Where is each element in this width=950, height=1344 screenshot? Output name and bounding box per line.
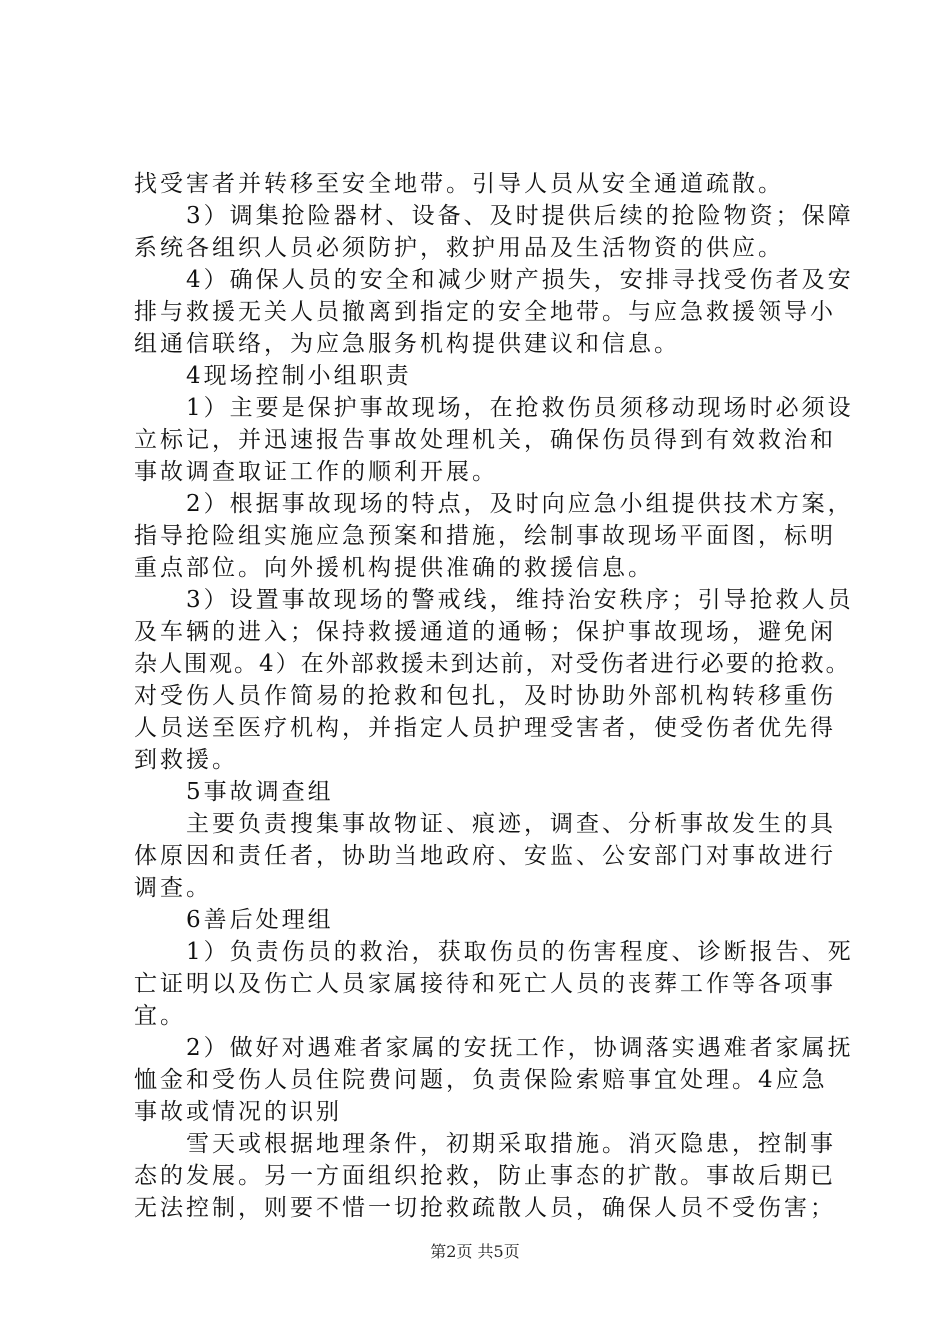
text-line: 人员送至医疗机构，并指定人员护理受害者，使受伤者优先得 xyxy=(134,715,836,741)
document-body xyxy=(134,168,854,1224)
text-line: 找受害者并转移至安全地带。引导人员从安全通道疏散。 xyxy=(134,171,784,197)
text-line: 2）做好对遇难者家属的安抚工作，协调落实遇难者家属抚 xyxy=(134,1035,854,1061)
text-line: 雪天或根据地理条件，初期采取措施。消灭隐患，控制事 xyxy=(134,1131,836,1157)
text-line: 指导抢险组实施应急预案和措施，绘制事故现场平面图，标明 xyxy=(134,523,836,549)
text-line: 宜。 xyxy=(134,1003,186,1029)
text-line: 4现场控制小组职责 xyxy=(134,363,412,389)
page-footer: 第2页 共5页 xyxy=(430,1242,520,1261)
text-line: 6善后处理组 xyxy=(134,907,334,933)
text-line: 及车辆的进入；保持救援通道的通畅；保护事故现场，避免闲 xyxy=(134,619,836,645)
text-line: 恤金和受伤人员住院费问题，负责保险索赔事宜处理。4应急 xyxy=(134,1067,828,1093)
text-line: 对受伤人员作简易的抢救和包扎，及时协助外部机构转移重伤 xyxy=(134,683,836,709)
text-line: 4）确保人员的安全和减少财产损失，安排寻找受伤者及安 xyxy=(134,267,854,293)
text-line: 杂人围观。4）在外部救援未到达前，对受伤者进行必要的抢救。 xyxy=(134,651,851,677)
text-line: 事故调查取证工作的顺利开展。 xyxy=(134,459,498,485)
text-line: 立标记，并迅速报告事故处理机关，确保伤员得到有效救治和 xyxy=(134,427,836,453)
text-line: 排与救援无关人员撤离到指定的安全地带。与应急救援领导小 xyxy=(134,299,836,325)
text-line: 无法控制，则要不惜一切抢救疏散人员，确保人员不受伤害； xyxy=(134,1195,836,1221)
text-line: 态的发展。另一方面组织抢救，防止事态的扩散。事故后期已 xyxy=(134,1163,836,1189)
text-line: 1）主要是保护事故现场，在抢救伤员须移动现场时必须设 xyxy=(134,395,854,421)
text-line: 重点部位。向外援机构提供准确的救援信息。 xyxy=(134,555,654,581)
text-line: 5事故调查组 xyxy=(134,779,334,805)
text-line: 调查。 xyxy=(134,875,212,901)
text-line: 1）负责伤员的救治，获取伤员的伤害程度、诊断报告、死 xyxy=(134,939,854,965)
text-line: 亡证明以及伤亡人员家属接待和死亡人员的丧葬工作等各项事 xyxy=(134,971,836,997)
text-line: 组通信联络，为应急服务机构提供建议和信息。 xyxy=(134,331,680,357)
text-line: 到救援。 xyxy=(134,747,238,773)
text-line: 系统各组织人员必须防护，救护用品及生活物资的供应。 xyxy=(134,235,784,261)
text-line: 3）设置事故现场的警戒线，维持治安秩序；引导抢救人员 xyxy=(134,587,854,613)
text-line: 2）根据事故现场的特点，及时向应急小组提供技术方案， xyxy=(134,491,854,517)
text-line: 主要负责搜集事故物证、痕迹，调查、分析事故发生的具 xyxy=(134,811,836,837)
text-line: 事故或情况的识别 xyxy=(134,1099,342,1125)
text-line: 体原因和责任者，协助当地政府、安监、公安部门对事故进行 xyxy=(134,843,836,869)
text-line: 3）调集抢险器材、设备、及时提供后续的抢险物资；保障 xyxy=(134,203,854,229)
